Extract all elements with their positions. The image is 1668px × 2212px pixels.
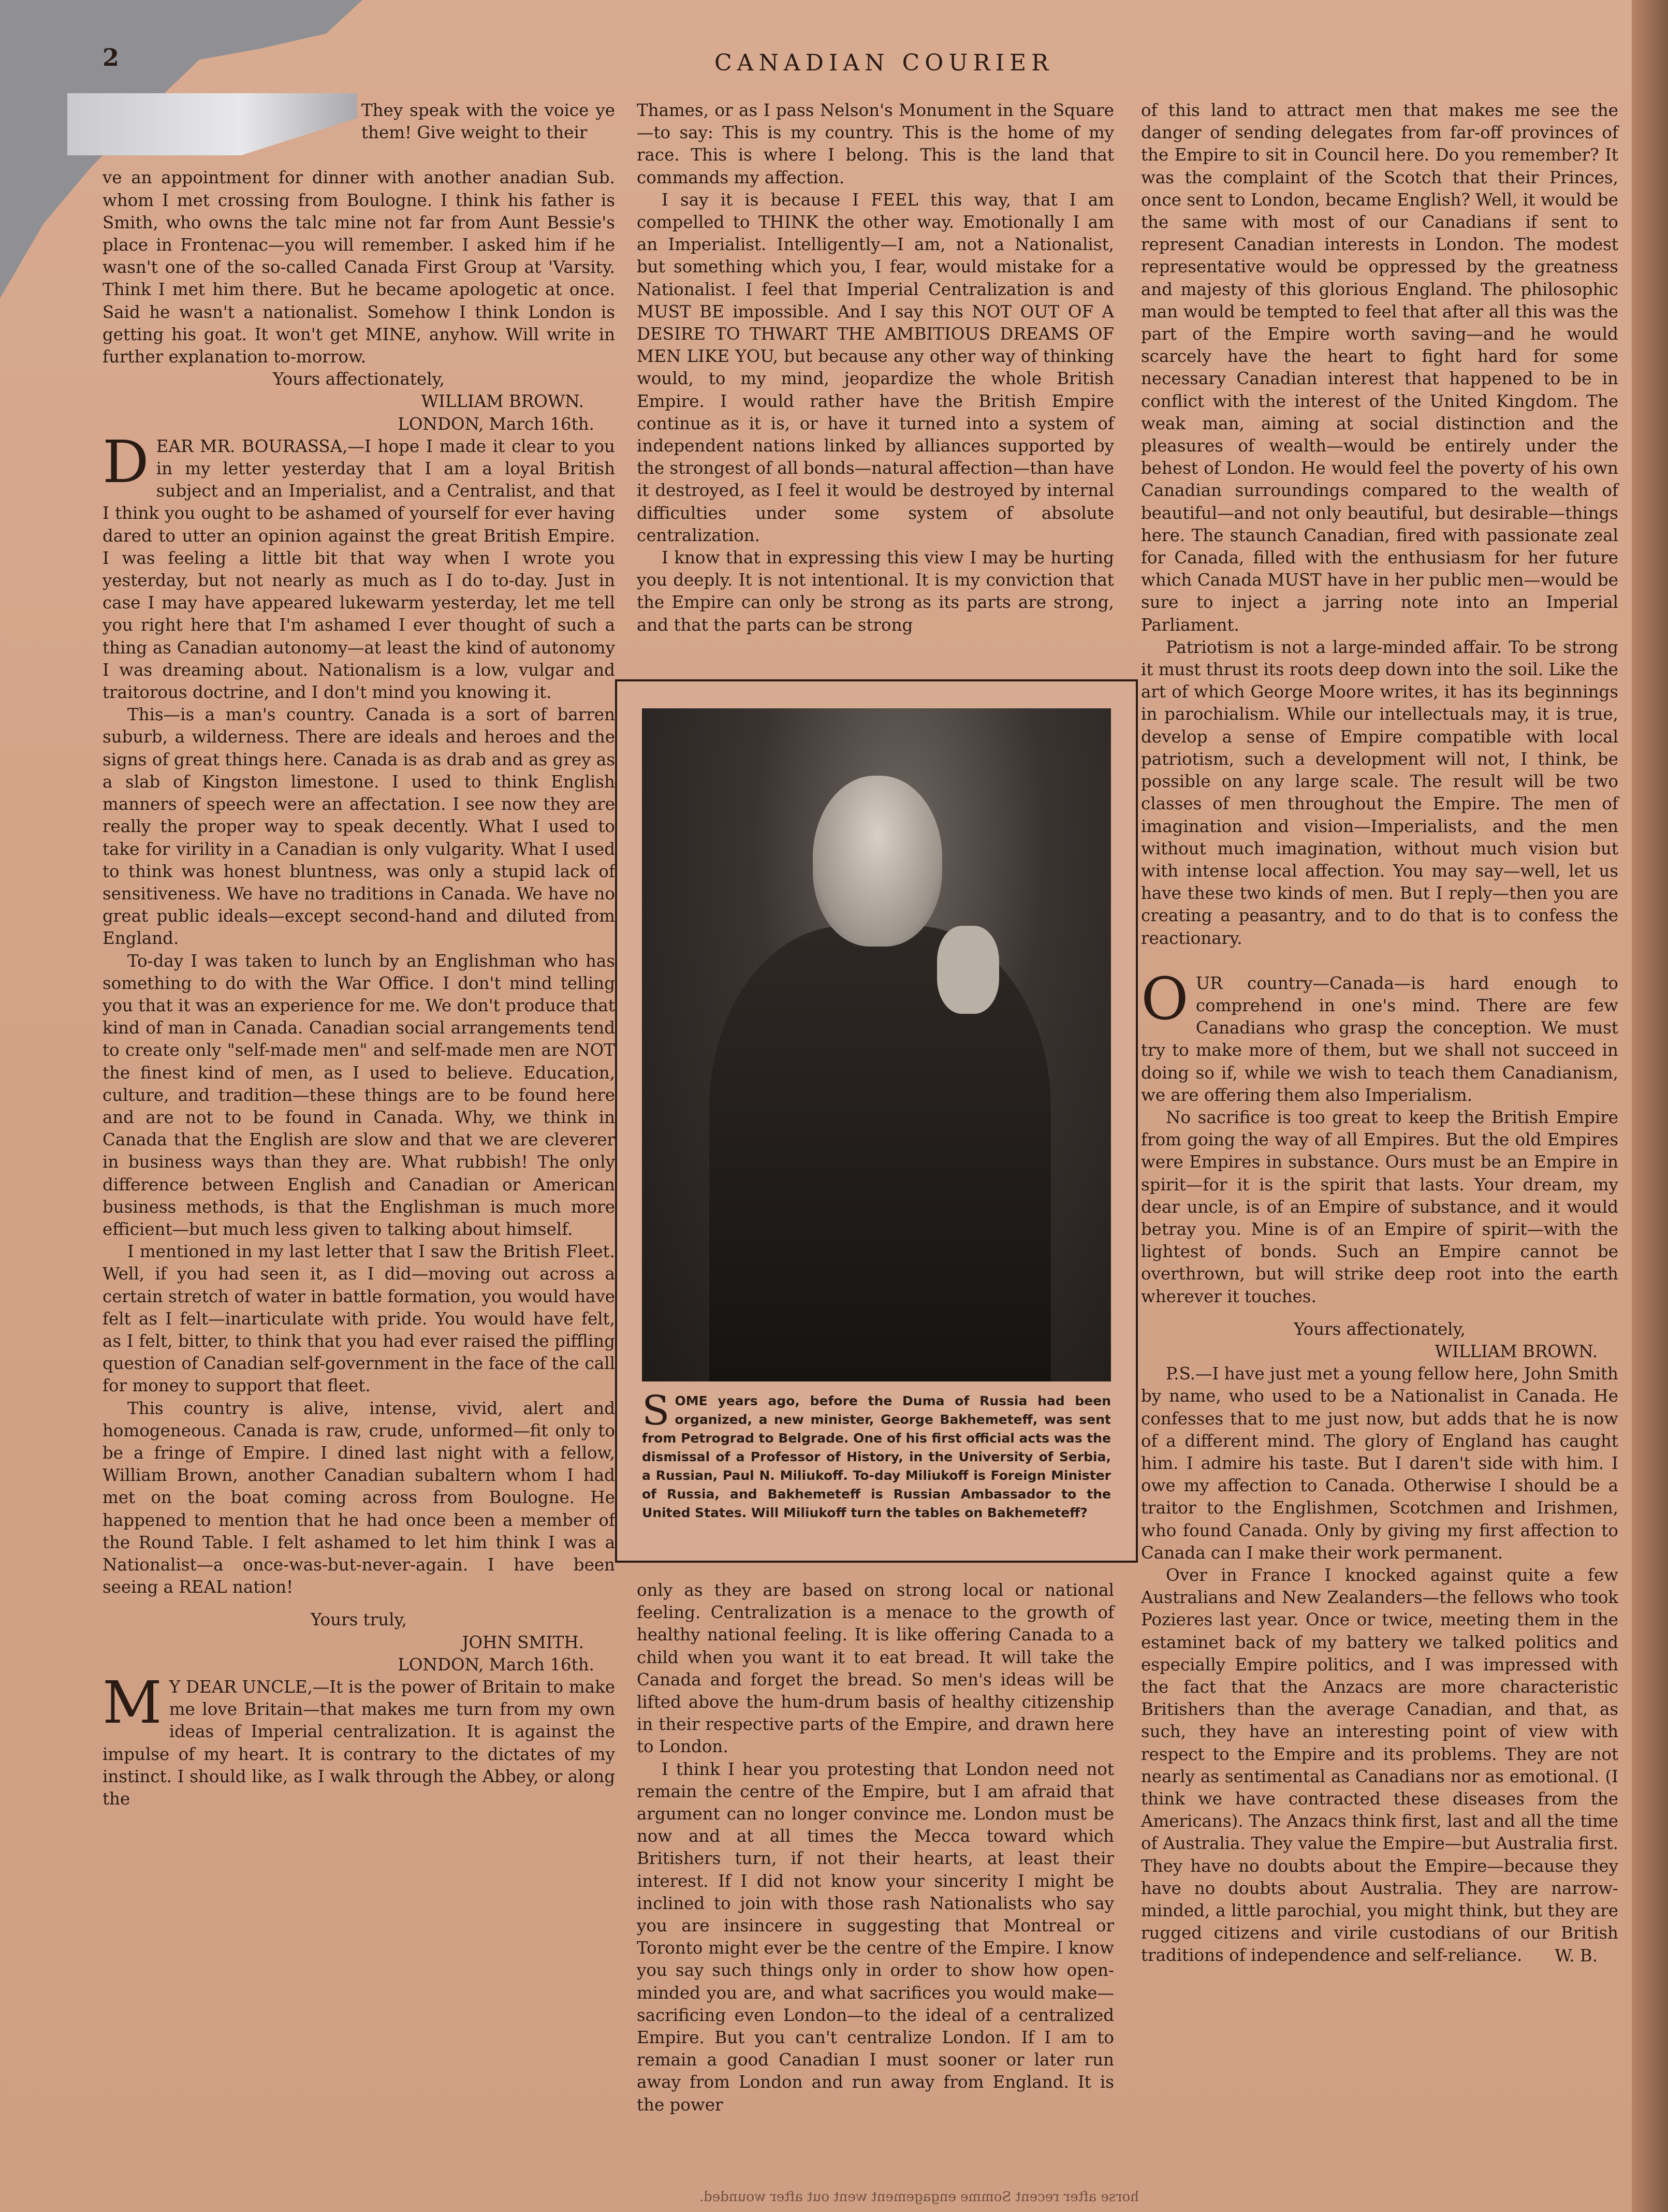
column-3 (1141, 99, 1618, 1967)
caption-drop-cap: S (642, 1388, 670, 1434)
col1-fragment: They speak with the voice ye them! Give weight to their (361, 100, 615, 143)
letter-opening (103, 1669, 615, 1810)
sign-off: Yours truly, (311, 1610, 407, 1630)
col2-paragraph: I say it is because I FEEL this way, that I am compelled to THINK the other way. Emotionally I am an Imperialist. Intelligently—I am, not a Nationalist, but something which you, I fear, would mistake for a Nationalist. I feel that Imperial Centralization is and MUST BE impossible. And I say this NOT OUT OF A DESIRE TO THWART THE AMBITIOUS DREAMS OF MEN LIKE YOU, but because any other way of thinking would, to my mind, jeopardize the whole British Empire. I would rather have the British Empire continue as it is, or have it turned into a system of independent nations linked by alliances supported by the strongest of all bonds—natural affection—than have it destroyed, as I feel it would be destroyed by internal difficulties under some system of absolute centralization. (637, 190, 1114, 545)
photo-frame (615, 679, 1138, 1563)
col2-paragraph: Thames, or as I pass Nelson's Monument in the Square—to say: This is my country. This is the home of my race. This is where I belong. This is the land that commands my affection. (637, 100, 1114, 187)
signature: WILLIAM BROWN. (421, 391, 584, 412)
drop-cap: O (1141, 965, 1189, 1033)
col3-paragraph: of this land to attract men that makes me see the danger of sending delegates from far-off provinces of the Empire to sit in Council here. Do you remember? It was the complaint of the Scotch that their Princes, once sent to London, became English? Well, it would be the same with most of our Canadians if sent to represent Canadian interests in London. The modest representative would be oppressed by the greatness and majesty of this glorious England. The philosophic man would be tempted to feel that after all this was the part of the Empire worth saving—and he would scarcely have the heart to fight hard for some necessary Canadian interest that happened to be in conflict with the interest of the United Kingdom. The weak man, aiming at social distinction and the pleasures of wealth—would be entirely under the behest of London. He would feel the poverty of his own Canadian surroundings compared to the wealth of beautiful—and not only beautiful, but desirable—things here. The staunch Canadian, fired with passionate zeal for Canada, filled with the enthusiasm for her future which Canada MUST have in her public men—would be sure to inject a jarring note into an Imperial Parliament. (1141, 100, 1618, 635)
signature: WILLIAM BROWN. (1435, 1341, 1598, 1361)
portrait-body (709, 926, 1051, 1381)
initials: W. B. (1555, 1945, 1598, 1966)
col1-paragraph: This country is alive, intense, vivid, alert and homogeneous. Canada is raw, crude, unformed—fit only to be a fringe of Empire. I dined last night with a fellow, William Brown, another Canadian subaltern whom I had met on the boat coming across from Boulogne. He happened to mention that he had once been a member of the Round Table. I felt ashamed to let him think I was a Nationalist—a once-was-but-never-again. I have been seeing a REAL nation! (103, 1398, 615, 1597)
portrait-photo (642, 708, 1111, 1381)
sign-off: Yours affectionately, (1294, 1319, 1466, 1339)
binding-spine (1632, 0, 1668, 2212)
section-opening (1141, 965, 1618, 1107)
drop-cap: M (103, 1669, 162, 1737)
sign-off: Yours affectionately, (273, 369, 445, 389)
col1-paragraph: ve an appointment for dinner with another anadian Sub. whom I met crossing from Boulogne. I think his father is Smith, who owns the talc mine not far from Aunt Bessie's place in Frontenac—you will remember. I asked him if he wasn't one of the so-called Canada First Group at 'Varsity. Think I met him there. But he became apologetic at once. Said he wasn't a nationalist. Somehow I think London is getting his goat. It won't get MINE, anyhow. Will write in further explanation to-morrow. (103, 168, 615, 367)
column-2-bottom (637, 1579, 1114, 2116)
col1-paragraph: I mentioned in my last letter that I saw the British Fleet. Well, if you had seen it, as I did—moving out across a certain stretch of water in battle formation, you would have felt as I felt—inarticulate with pride. You would have felt, as I felt, bitter, to think that you had ever raised the piffling question of Canadian self-government in the face of the call for money to support that fleet. (103, 1242, 615, 1396)
postscript: P.S.—I have just met a young fellow here, John Smith by name, who used to be a Nationalist in Canada. He confesses that to me just now, but adds that he is now of a different mind. The glory of England has caught him. I admire his taste. But I daren't side with him. I owe my affection to Canada. Otherwise I should be a traitor to the Englishmen, Scotchmen and Irishmen, who found Canada. Only by giving my first affection to Canada can I make their work permanent. (1141, 1364, 1618, 1563)
letter-opening-text: Y DEAR UNCLE,—It is the power of Britain to make me love Britain—that makes me turn from my own ideas of Imperial centralization. It is against the impulse of my heart. It is contrary to the dictates of my instinct. I should like, as I walk through the Abbey, or along the (103, 1677, 615, 1809)
dateline: LONDON, March 16th. (398, 414, 594, 434)
col3-paragraph: No sacrifice is too great to keep the British Empire from going the way of all Empires. But the old Empires were Empires in substance. Ours must be an Empire in spirit—for it is the spirit that lasts. Your dream, my dear uncle, is of an Empire of substance, and it would betray you. Mine is of an Empire of spirit—with the lightest of bonds. Such an Empire cannot be overthrown, but will strike deep root into the earth wherever it touches. (1141, 1107, 1618, 1306)
col2-paragraph: I know that in expressing this view I may be hurting you deeply. It is not intentional. It is my conviction that the Empire can only be strong as its parts are strong, and that the parts can be strong (637, 548, 1114, 635)
show-through-text: horse after recent Somme engagement went out after wounded. (699, 2189, 1139, 2205)
col3-paragraph: Patriotism is not a large-minded affair. To be strong it must thrust its roots deep down into the soil. Like the art of which George Moore writes, it has its beginnings in parochialism. While our intellectuals may, it is true, develop a sense of Empire compatible with local patriotism, such a development will not, I think, be possible on any large scale. The result will be two classes of men throughout the Empire. The men of imagination and vision—Imperialists, and the men without much imagination, without much vision but with intense local affection. You may say—well, let us have these two kinds of men. But I reply—then you are creating a peasantry, and to do that is to confess the reactionary. (1141, 637, 1618, 948)
col1-lower-block (103, 704, 615, 1598)
postscript: Over in France I knocked against quite a few Australians and New Zealanders—the fellows who took Pozieres last year. Once or twice, meeting them in the estaminet back of my battery we talked politics and especially Empire politics, and I was impressed with the fact that the Anzacs are more characteristic Britishers than the average Canadian, and that, as such, they have an interesting point of view with respect to the Empire and its problems. They are not nearly as sentimental as Canadians nor as emotional. (I think we have contracted these diseases from the Americans). The Anzacs think first, last and all the time of Australia. They value the Empire—but Australia first. They have no doubts about the Empire—because they have no doubts about Australia. They are narrow-minded, a little parochial, you might think, but they are rugged citizens and virile custodians of our British traditions of independence and self-reliance. (1141, 1565, 1618, 1966)
col1-paragraph: To-day I was taken to lunch by an Englishman who has something to do with the War Office. I don't mind telling you that it was an experience for me. We don't produce that kind of man in Canada. Canadian social arrangements tend to create only "self-made men" and self-made men are NOT the finest kind of men, as I used to believe. Education, culture, and tradition—these things are to be found here and are not to be found in Canada. Why, we think in Canada that the English are slow and that we are cleverer in business ways than they are. What rubbish! The only difference between English and Canadian or American business methods, is that the Englishman is much more efficient—but much less given to talking about himself. (103, 951, 615, 1239)
letter-opening (103, 428, 615, 704)
section-opening-text: UR country—Canada—is hard enough to comprehend in one's mind. There are few Canadians who grasp the conception. We must try to make more of them, but we shall not succeed in doing so if, while we wish to teach them Canadianism, we are offering them also Imperialism. (1141, 973, 1618, 1105)
letter-opening-text: EAR MR. BOURASSA,—I hope I made it clear to you in my letter yesterday that I am a loyal British subject and an Imperialist, and a Centralist, and that I think you ought to be ashamed of yourself for ever having dared to utter an opinion against the great British Empire. I was feeling a little bit that way when I wrote you yesterday, but not nearly as much as I do to-day. Just in case I may have appeared lukewarm yesterday, let me tell you right here that I'm ashamed I ever thought of such a thing as Canadian autonomy—at least the kind of autonomy I was dreaming about. Nationalism is a low, vulgar and traitorous doctrine, and I don't mind you knowing it. (103, 436, 615, 703)
col2-paragraph: only as they are based on strong local or national feeling. Centralization is a menace to the growth of healthy national feeling. It is like offering Canada to a child when you want it to eat bread. It will take the Canada and forget the bread. So men's ideas will be lifted above the hum-drum basis of healthy citizenship in their respective parts of the Empire, and drawn here to London. (637, 1580, 1114, 1757)
portrait-hand (937, 926, 999, 1014)
column-1 (103, 99, 615, 1810)
col1-paragraph: This—is a man's country. Canada is a sort of barren suburb, a wilderness. There are ideals and heroes and the signs of great things here. Canada is as drab and as grey as a slab of Kingston limestone. I used to think English manners of speech were an affectation. I see now they are really the proper way to speak decently. What I used to take for virility in a Canadian is only vulgarity. What I used to think was honest bluntness, was only a stupid lack of sensitiveness. We have no traditions in Canada. We have no great public ideals—except second-hand and diluted from England. (103, 705, 615, 949)
column-2-top (637, 99, 1114, 636)
dateline: LONDON, March 16th. (398, 1654, 594, 1675)
col2-paragraph: I think I hear you protesting that London need not remain the centre of the Empire, but I am afraid that argument can no longer convince me. London must be now and at all times the Mecca toward which Britishers turn, if not their hearts, at least their interest. If I did not know your sincerity I might be inclined to join with those rash Nationalists who say you are insincere in suggesting that Montreal or Toronto might ever be the centre of the Empire. I know you say such things only in order to show how open-minded you are, and what sacrifices you would make—sacrificing even London—to the ideal of a centralized Empire. But you can't centralize London. If I am to remain a good Canadian I must sooner or later run away from London and run away from England. It is the power (637, 1759, 1114, 2115)
signature: JOHN SMITH. (462, 1632, 584, 1652)
drop-cap: D (103, 428, 149, 496)
caption-text: OME years ago, before the Duma of Russia had been organized, a new minister, George Bakhemeteff, was sent from Petrograd to Belgrade. One of his first official acts was the dismissal of a Professor of History, in the University of Serbia, a Russian, Paul N. Miliukoff. To-day Miliukoff is Foreign Minister of Russia, and Bakhemeteff is Russian Ambassador to the United States. Will Miliukoff turn the tables on Bakhemeteff? (642, 1393, 1111, 1520)
running-head: CANADIAN COURIER (714, 50, 1054, 76)
portrait-head (813, 776, 942, 947)
page-number: 2 (103, 43, 120, 71)
photo-caption (642, 1388, 1111, 1522)
